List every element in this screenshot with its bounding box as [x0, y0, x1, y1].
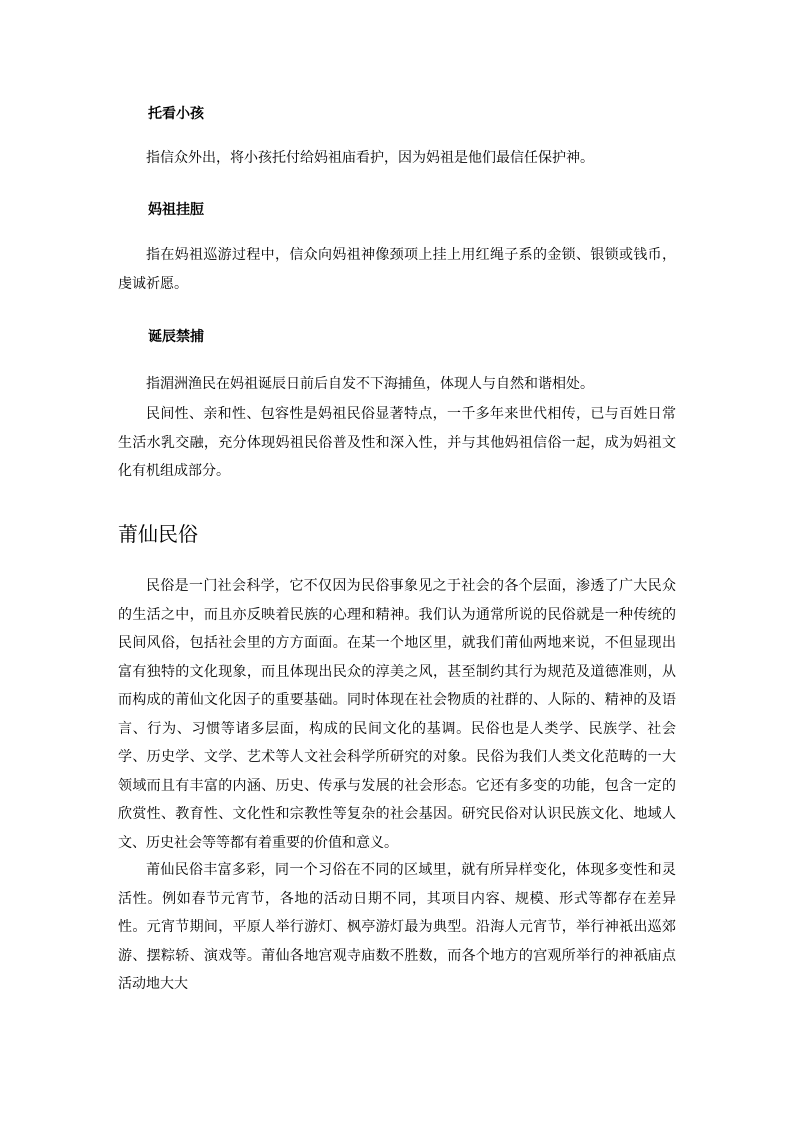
chapter-paragraph-1: 民俗是一门社会科学，它不仅因为民俗事象见之于社会的各个层面，渗透了广大民众的生活之中，而且亦反映着民族的心理和精神。我们认为通常所说的民俗就是一种传统的民间风俗，包括社会里的方方面面。在某一个地区里，就我们莆仙两地来说，不但显现出富有独特的文化现象，而且体现出民众的淳美之风，甚至制约其行为规范及道德准则，从而构成的莆仙文化因子的重要基础。同时体现在社会物质的社群的、人际的、精神的及语言、行为、习惯等诸多层面，构成的民间文化的基调。民俗也是人类学、民族学、社会学、历史学、文学、艺术等人文社会科学所研究的对象。民俗为我们人类文化范畴的一大领域而且有丰富的内涵、历史、传承与发展的社会形态。它还有多变的功能，包含一定的欣赏性、教育性、文化性和宗教性等复杂的社会基因。研究民俗对认识民族文化、地域人文、历史社会等等都有着重要的价值和意义。 [118, 578, 676, 851]
section-heading-3: 诞辰禁捕 [148, 329, 204, 345]
chapter-title: 莆仙民俗 [118, 522, 198, 546]
summary-paragraph: 民间性、亲和性、包容性是妈祖民俗显著特点，一千多年来世代相传，已与百姓日常生活水乳交融，充分体现妈祖民俗普及性和深入性，并与其他妈祖信俗一起，成为妈祖文化有机组成部分。 [118, 406, 676, 479]
section-text-2: 指在妈祖巡游过程中，信众向妈祖神像颈项上挂上用红绳子系的金锁、银锁或钱币，虔诚祈愿。 [118, 247, 676, 292]
chapter-paragraph-2: 莆仙民俗丰富多彩，同一个习俗在不同的区域里，就有所异样变化，体现多变性和灵活性。例如春节元宵节，各地的活动日期不同，其项目内容、规模、形式等都存在差异性。元宵节期间，平原人举行游灯、枫亭游灯最为典型。沿海人元宵节，举行神祇出巡郊游、摆粽轿、演戏等。莆仙各地宫观寺庙数不胜数，而各个地方的宫观所举行的神祇庙点活动地大大 [118, 862, 676, 992]
section-heading-2: 妈祖挂脰 [148, 202, 204, 218]
section-text-1: 指信众外出，将小孩托付给妈祖庙看护，因为妈祖是他们最信任保护神。 [146, 150, 594, 166]
section-heading-1: 托看小孩 [148, 106, 204, 122]
section-text-3: 指湄洲渔民在妈祖诞辰日前后自发不下海捕鱼，体现人与自然和谐相处。 [146, 376, 594, 392]
